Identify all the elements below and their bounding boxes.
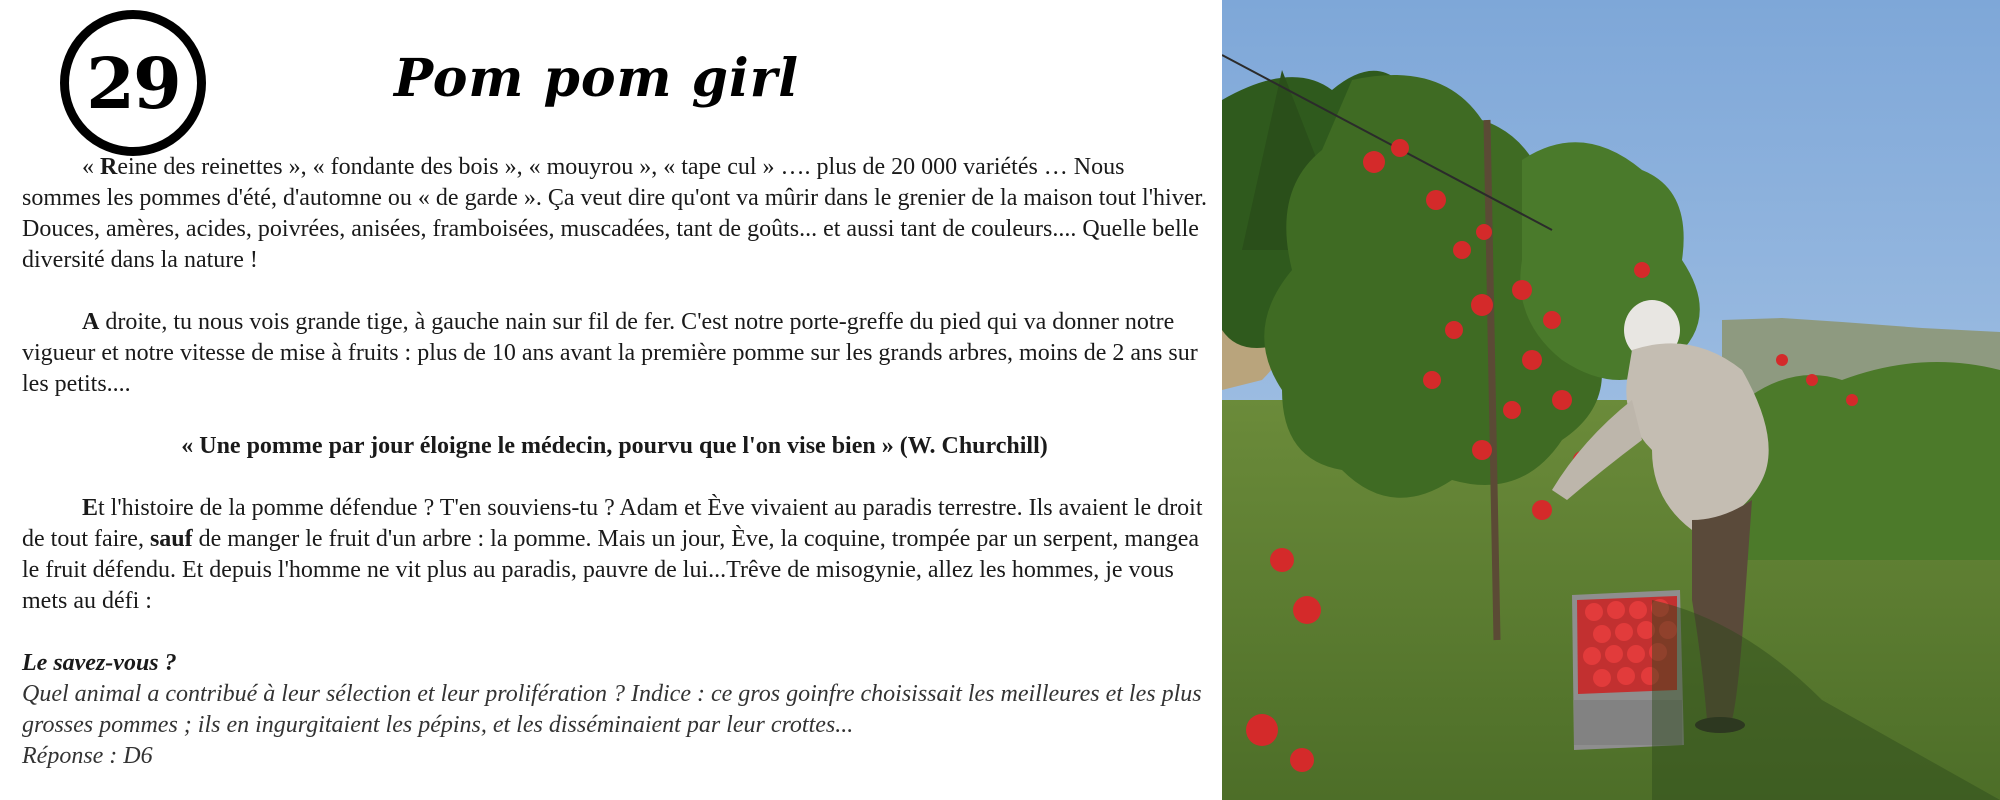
drop-cap: E [82,495,99,521]
paragraph-varieties: « Reine des reinettes », « fondante des bois », « mouyrou », « tape cul » …. plus de 20 000 variétés … Nous sommes les pommes d'été, d'automne ou « de garde ». Ça veut dire qu'ont va mûrir dans le grenier de la maison tout l'hiver. Douces, amères, acides, poivrées, anisées, framboisées, muscadées, tant de goûts... et aussi tant de couleurs.... Quelle belle diversité dans la nature ! [22,154,1208,273]
paragraph-rootstock [22,307,1207,400]
drop-cap: R [100,154,118,180]
quiz-question: Quel animal a contribué à leur sélection et leur prolifération ? Indice : ce gros goinfre choisissait les meilleures et les plus grosses pommes ; ils en ingurgitaient les pépins, et les disséminaient par leur crottes... [22,681,1202,738]
quiz-answer: Réponse : D6 [22,743,153,769]
article-body [22,152,1207,772]
churchill-quote: « Une pomme par jour éloigne le médecin, pourvu que l'on vise bien » (W. Churchill) [181,433,1048,459]
quiz-title: Le savez-vous ? [22,650,177,676]
bold-word: sauf [149,526,193,552]
paragraph-text: eine des reinettes », « fondante des bois », « mouyrou », « tape cul » …. plus de 20 000 variétés … Nous sommes les pommes d'été, d'automne ou « de garde ». Ça veut dire qu'ont va mûrir dans le grenier de la maison tout l'hiver. Douces, amères, acides, poivrées, anisées, framboisées, muscadées, tant de goûts... et aussi tant de couleurs.... Quelle belle diversité dans la nature ! [22,154,1208,273]
orchard-photo [1222,0,2000,800]
page-number-badge [60,10,206,156]
page-title: Pom pom girl [394,48,799,109]
drop-cap: A [82,309,100,335]
paragraph-forbidden-fruit: Et l'histoire de la pomme défendue ? T'en souviens-tu ? Adam et Ève vivaient au paradis terrestre. Ils avaient le droit de tout faire, sauf de manger le fruit d'un arbre : la pomme. Mais un jour, Ève, la coquine, trompée par un serpent, mangea le fruit défendu. Et depuis l'homme ne vit plus au paradis, pauvre de lui...Trêve de misogynie, allez les hommes, je vous mets au défi : [22,495,1203,614]
page-number: 29 [86,41,180,125]
paragraph-text: droite, tu nous vois grande tige, à gauche nain sur fil de fer. C'est notre porte-greffe du pied qui va donner notre vigueur et notre vitesse de mise à fruits : plus de 10 ans avant la première pomme sur les grands arbres, moins de 2 ans sur les petits.... [22,309,1198,397]
